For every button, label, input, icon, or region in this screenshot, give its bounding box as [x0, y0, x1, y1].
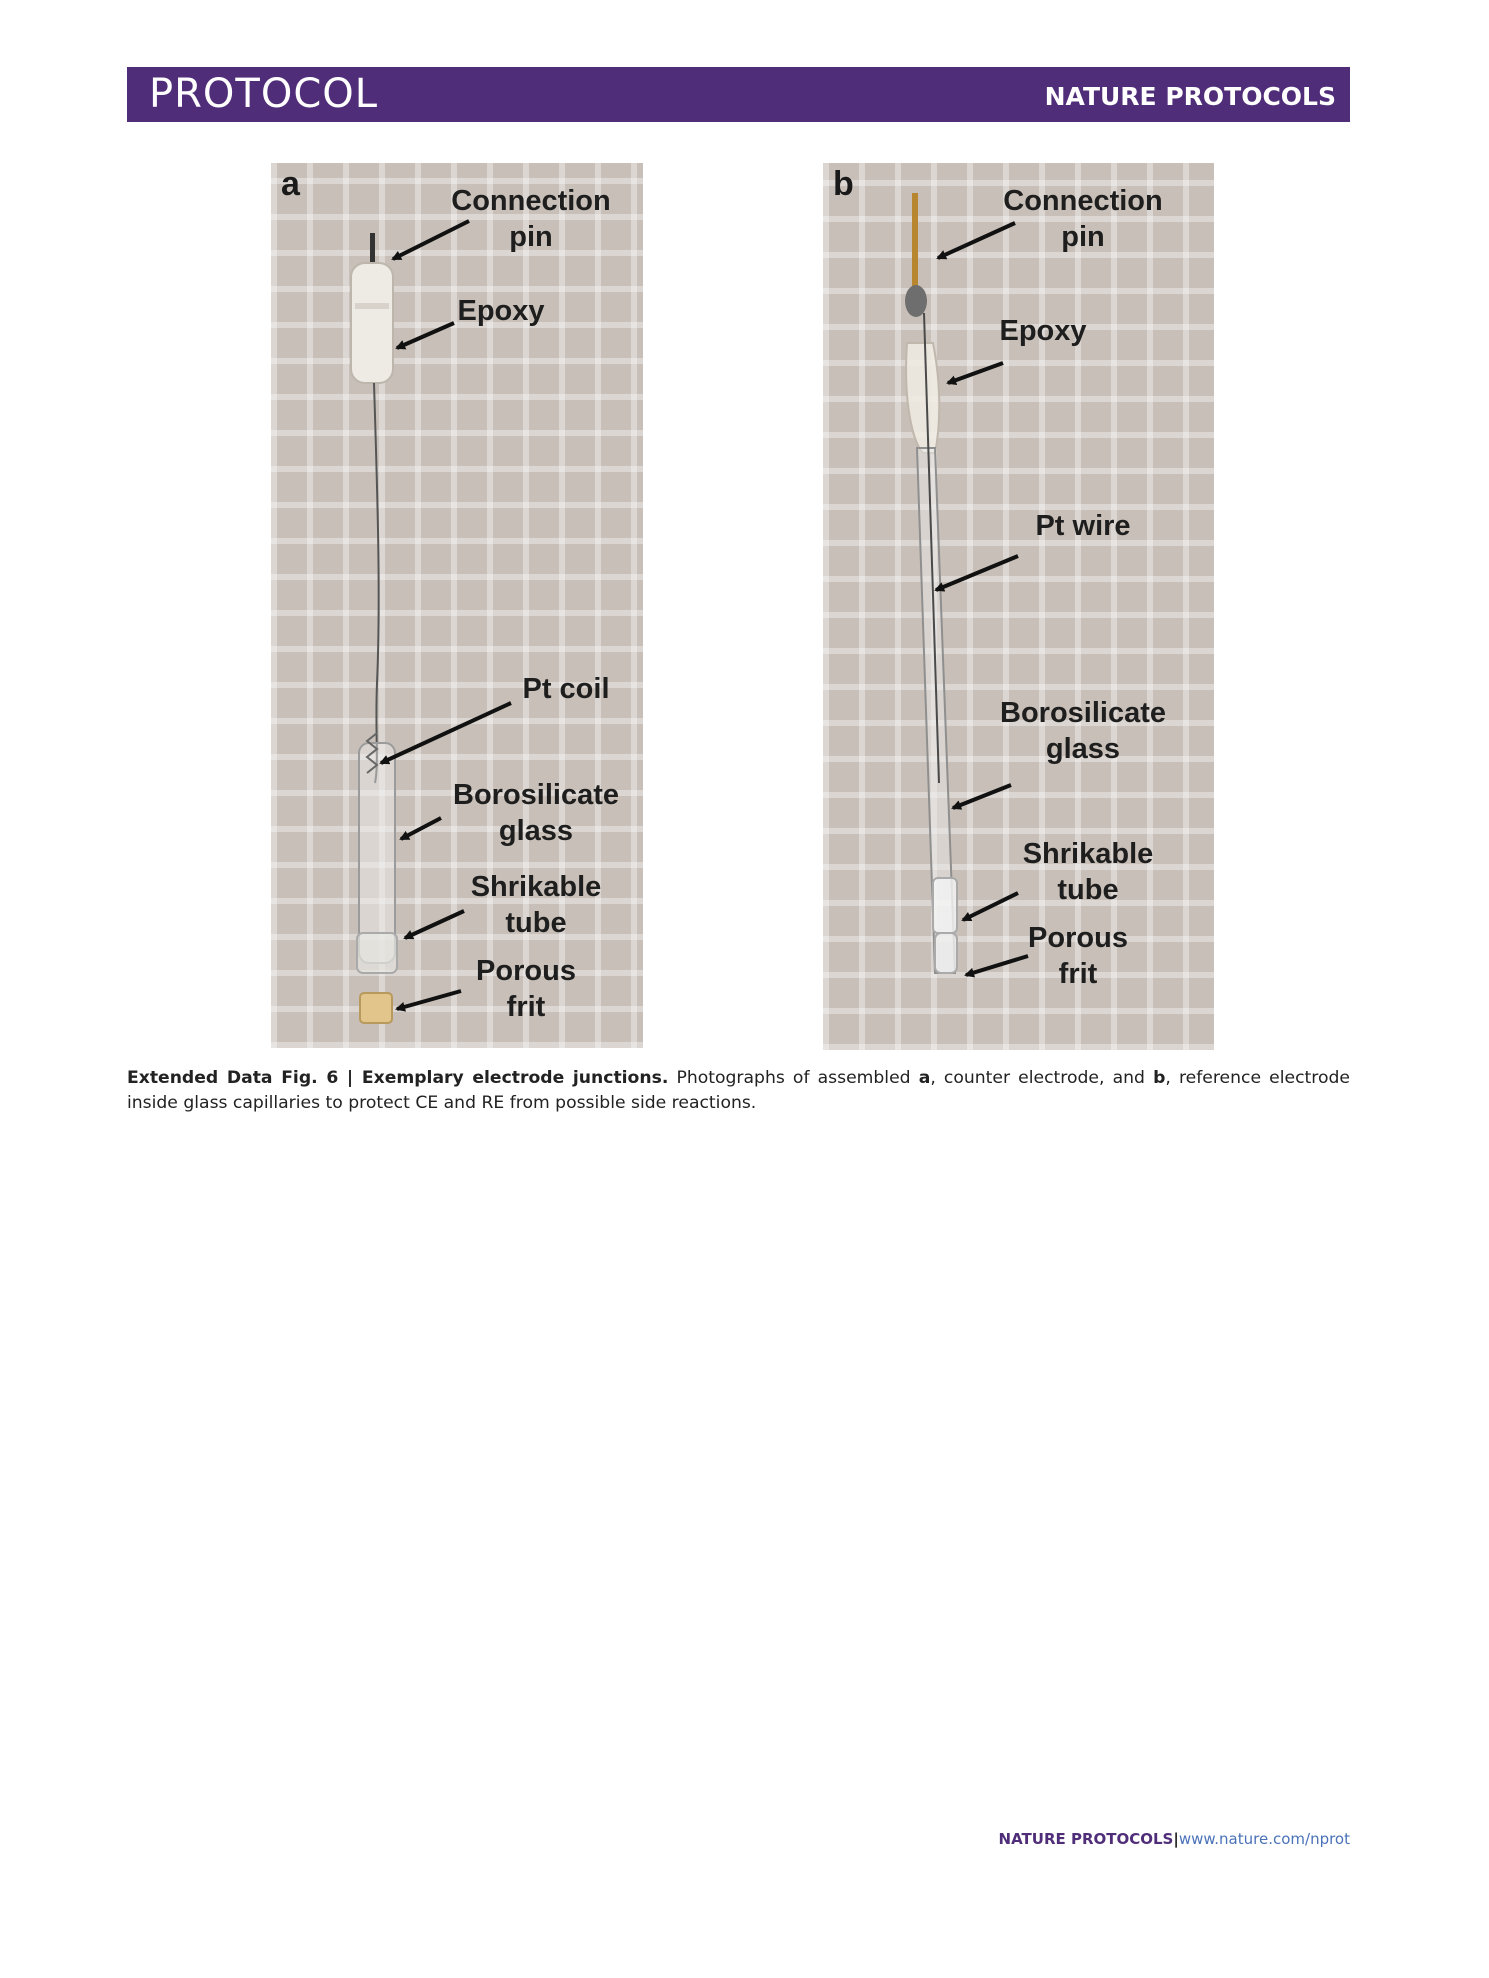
caption-text-1: Photographs of assembled [668, 1068, 919, 1088]
arrow-epoxy [948, 363, 1003, 383]
caption-bold-a: a [918, 1068, 931, 1088]
arrow-shrikable-tube [963, 893, 1018, 920]
caption-label: Extended Data Fig. 6 | Exemplary electrode junctions. [127, 1068, 669, 1088]
callout-shrikable-tube: Shrikable tube [1022, 838, 1154, 906]
footer-separator: | [1173, 1830, 1179, 1848]
arrow-pt-wire [936, 556, 1018, 590]
panel-label-a: a [281, 165, 300, 203]
callout-porous-frit: Porous frit [1028, 922, 1128, 990]
reference-electrode-photo [823, 163, 1214, 1050]
arrow-borosilicate-glass [953, 785, 1011, 808]
callout-pt-coil: Pt coil [522, 673, 610, 705]
callout-borosilicate-glass: Borosilicate glass [1000, 697, 1166, 765]
caption-text-3: , reference electrode inside glass capillaries to protect CE and RE from possible side reactions. [127, 1068, 1350, 1113]
callout-connection-pin: Connection pin [451, 185, 611, 253]
section-title: PROTOCOL [149, 71, 379, 117]
panel-label-b: b [833, 165, 854, 203]
figure-caption [127, 1066, 1350, 1116]
arrow-pt-coil [381, 703, 511, 763]
callout-shrikable-tube: Shrikable tube [470, 871, 602, 939]
callout-epoxy: Epoxy [457, 295, 545, 327]
page-footer [999, 1830, 1350, 1848]
footer-url-link[interactable]: www.nature.com/nprot [1178, 1830, 1350, 1848]
arrow-epoxy [397, 323, 454, 348]
header-bar [127, 67, 1350, 122]
callout-pt-wire: Pt wire [1035, 510, 1131, 542]
arrow-shrikable-tube [405, 911, 464, 938]
callout-connection-pin: Connection pin [1003, 185, 1163, 253]
callout-porous-frit: Porous frit [476, 955, 576, 1023]
footer-journal: NATURE PROTOCOLS [998, 1830, 1174, 1848]
figure-panel-b [823, 163, 1214, 1050]
journal-name: NATURE PROTOCOLS [1044, 82, 1336, 111]
arrow-borosilicate-glass [401, 818, 441, 839]
caption-bold-b: b [1153, 1068, 1166, 1088]
callout-epoxy: Epoxy [999, 315, 1087, 347]
figure-panel-a [271, 163, 643, 1048]
callout-borosilicate-glass: Borosilicate glass [453, 779, 619, 847]
caption-text-2: , counter electrode, and [930, 1068, 1154, 1088]
